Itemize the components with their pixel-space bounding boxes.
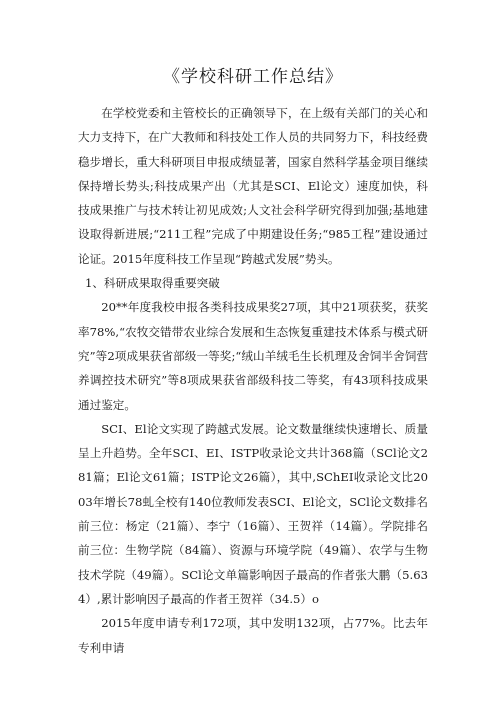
- section-heading-1: 1、科研成果取得重要突破: [84, 276, 220, 291]
- document-title: 《学校科研工作总结》: [163, 67, 343, 87]
- intro-paragraph: 在学校党委和主管校长的正确领导下，在上级有关部门的关心和大力支持下，在广大教师和科技处工作人员的共同努力下，科技经费稳步增长，重大科研项目申报成绩显著，国家自然科学基金项目继续保持增长势头;科技成果产出（尤其是SCI、El论文）速度加快，科技成果推广与技术转让初见成效;人文社会科学研究得到加强;基地建设取得新进展;“211工程”完成了中期建设任务;“985工程”建设通过论证。2015年度科技工作呈现“跨越式发展”势头。: [78, 106, 428, 266]
- patents-paragraph: 2015年度申请专利172项，其中发明132项，占77%。比去年专利申请: [78, 616, 428, 655]
- papers-paragraph: SCI、El论文实现了跨越式发展。论文数量继续快速增长、质量呈上升趋势。全年SCI、EI、ISTP收录论文共计368篇（SCl论文281篇；El论文61篇；ISTP论文26篇），其中,SChEI收录论文比2003年增长78虬全校有140位教师发表SCI、El论文，SCl论文数排名前三位：杨定（21篇）、李宁（16篇）、王贺祥（14篇）。学院排名前三位：生物学院（84篇）、资源与环境学院（49篇）、农学与生物技术学院（49篇）。SCl论文单篇影响因子最高的作者张大鹏（5.634）,累计影响因子最高的作者王贺祥（34.5）o: [78, 421, 428, 606]
- awards-paragraph: 20**年度我校申报各类科技成果奖27项，其中21项获奖，获奖率78%,“农牧交错带农业综合发展和生态恢复重建技术体系与模式研究”等2项成果获省部级一等奖;“绒山羊绒毛生长机理及舍饲半舍饲营养调控技术研究”等8项成果获省部级科技二等奖，有43项科技成果通过鉴定。: [78, 300, 428, 412]
